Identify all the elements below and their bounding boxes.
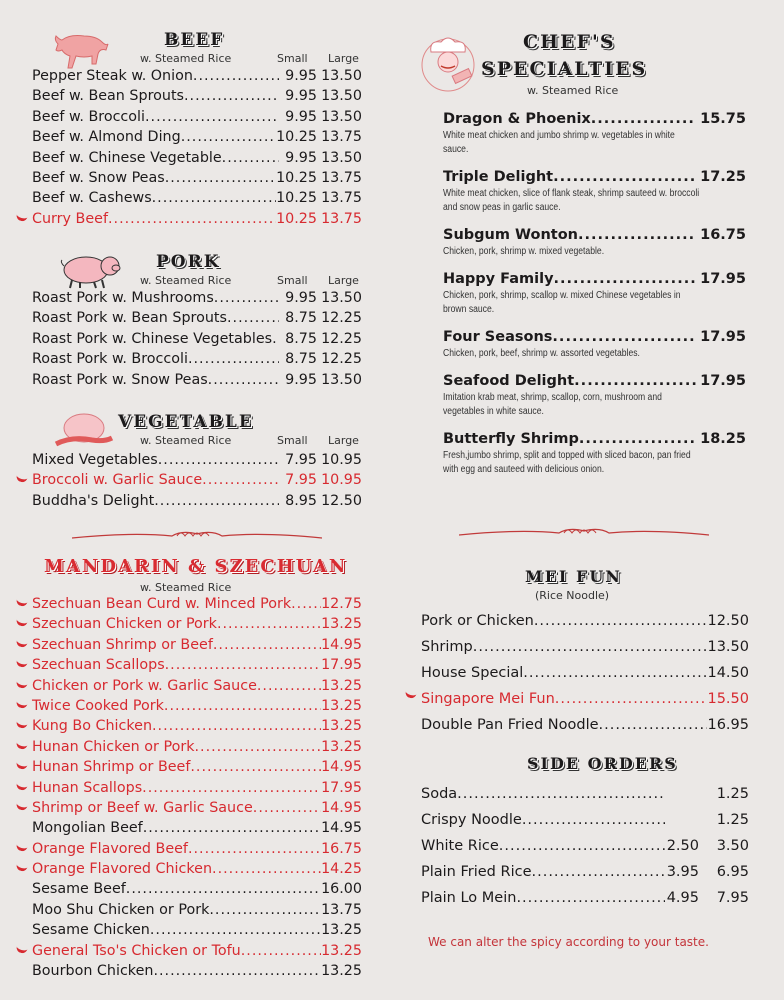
menu-item xyxy=(32,879,362,899)
chefs-title-line2: SPECIALTIES xyxy=(481,58,648,80)
menu-item xyxy=(421,833,749,859)
item-price-small: 10.25 xyxy=(276,169,317,186)
leader-dots xyxy=(552,327,696,347)
menu-item-row xyxy=(443,167,746,187)
leader-dots xyxy=(152,716,321,736)
item-price-small: 8.95 xyxy=(285,492,317,509)
item-description: Chicken, pork, shrimp w. mixed vegetable. xyxy=(443,246,605,257)
menu-item xyxy=(32,288,362,308)
leader-dots xyxy=(457,781,665,807)
mandarin-subtitle: w. Steamed Rice xyxy=(140,581,232,594)
item-price-large: 13.50 xyxy=(321,290,362,306)
mei-fun-list xyxy=(421,608,749,738)
item-name: Beef w. Almond Ding xyxy=(32,129,181,146)
menu-item xyxy=(32,778,362,798)
menu-item-row xyxy=(443,109,746,129)
hot-pepper-icon xyxy=(15,701,27,710)
item-price-large: 13.75 xyxy=(321,129,362,146)
menu-item xyxy=(32,491,362,511)
beef-col-large: Large xyxy=(328,52,359,65)
item-name: Roast Pork w. Snow Peas xyxy=(32,371,208,388)
item-price-large: 13.75 xyxy=(321,169,362,186)
menu-item-row xyxy=(443,371,746,391)
beef-title: BEEF xyxy=(164,30,225,50)
leader-dots xyxy=(222,148,279,168)
item-name: Twice Cooked Pork xyxy=(32,697,164,714)
leader-dots xyxy=(241,941,321,961)
menu-item xyxy=(32,798,362,818)
leader-dots xyxy=(150,920,321,940)
menu-item xyxy=(421,807,749,833)
leader-dots xyxy=(473,634,708,660)
flourish-divider xyxy=(72,528,322,544)
leader-dots xyxy=(202,470,279,490)
item-name: Shrimp or Beef w. Garlic Sauce xyxy=(32,799,253,816)
item-name: Singapore Mei Fun xyxy=(421,691,555,707)
menu-item xyxy=(32,676,362,696)
menu-item-row xyxy=(443,429,746,449)
leader-dots xyxy=(164,696,321,716)
menu-item xyxy=(32,470,362,490)
item-name: Beef w. Snow Peas xyxy=(32,169,165,186)
item-price-large: 6.95 xyxy=(716,864,749,880)
menu-item-row xyxy=(443,225,746,245)
menu-item xyxy=(421,660,749,686)
leader-dots xyxy=(188,839,321,859)
leader-dots xyxy=(153,961,321,981)
pork-col-large: Large xyxy=(328,274,359,287)
leader-dots xyxy=(126,879,321,899)
menu-item xyxy=(32,757,362,777)
item-description: Chicken, pork, shrimp, scallop w. mixed Chinese vegetables in brown sauce. xyxy=(443,290,681,315)
item-price-large: 13.50 xyxy=(321,68,362,84)
leader-dots xyxy=(214,288,279,308)
leader-dots xyxy=(523,660,707,686)
pork-subtitle: w. Steamed Rice xyxy=(140,274,232,287)
item-name: Double Pan Fried Noodle xyxy=(421,717,599,733)
item-price-large: 12.25 xyxy=(321,351,362,368)
pork-section xyxy=(32,250,362,390)
item-price-large: 1.25 xyxy=(716,786,749,802)
leader-dots xyxy=(142,778,321,798)
leader-dots xyxy=(227,308,279,328)
item-price: 14.95 xyxy=(321,759,362,776)
flourish-divider-right xyxy=(459,525,709,541)
item-price: 13.25 xyxy=(321,738,362,755)
menu-item xyxy=(32,635,362,655)
item-price: 14.25 xyxy=(321,861,362,878)
item-price-small: 2.50 xyxy=(666,838,699,854)
item-name: Szechuan Scallops xyxy=(32,657,165,674)
hot-pepper-icon xyxy=(15,639,27,648)
leader-dots xyxy=(181,127,276,147)
item-price: 17.95 xyxy=(700,373,746,389)
hot-pepper-icon xyxy=(15,680,27,689)
item-price: 17.25 xyxy=(700,169,746,185)
item-name: Beef w. Cashews xyxy=(32,190,152,207)
menu-item xyxy=(32,941,362,961)
leader-dots xyxy=(154,491,279,511)
item-name: Pork or Chicken xyxy=(421,613,534,629)
item-price-large: 1.25 xyxy=(716,812,749,828)
item-name: Happy Family xyxy=(443,271,554,287)
leader-dots xyxy=(574,371,696,391)
item-name: Beef w. Chinese Vegetable xyxy=(32,149,222,166)
item-price-small: 3.95 xyxy=(666,864,699,880)
menu-item xyxy=(32,594,362,614)
item-price: 14.95 xyxy=(321,820,362,837)
menu-item xyxy=(421,859,749,885)
leader-dots xyxy=(165,655,321,675)
item-name: Beef w. Broccoli xyxy=(32,108,145,125)
beef-section xyxy=(32,28,362,229)
item-price-small: 10.25 xyxy=(276,129,317,146)
menu-item xyxy=(32,370,362,390)
item-price-small: 9.95 xyxy=(285,371,317,388)
item-price: 18.25 xyxy=(700,431,746,447)
item-name: Four Seasons xyxy=(443,329,553,345)
item-price-small: 4.95 xyxy=(666,890,699,906)
mandarin-section xyxy=(32,556,362,981)
item-price: 13.25 xyxy=(321,922,362,939)
menu-item xyxy=(32,818,362,838)
menu-item xyxy=(32,716,362,736)
beef-col-small: Small xyxy=(277,52,308,65)
menu-item xyxy=(443,429,746,477)
item-price: 12.50 xyxy=(707,613,749,629)
leader-dots xyxy=(108,209,276,229)
item-name: Subgum Wonton xyxy=(443,227,578,243)
vegetable-subtitle: w. Steamed Rice xyxy=(140,434,232,447)
item-price: 16.95 xyxy=(707,717,749,733)
item-description: White meat chicken and jumbo shrimp w. vegetables in white sauce. xyxy=(443,130,675,155)
beef-list xyxy=(32,66,362,229)
menu-item xyxy=(32,839,362,859)
item-description: Fresh,jumbo shrimp, split and topped with sliced bacon, pan fried with egg and sauteed with delicious onion. xyxy=(443,450,691,475)
item-description: Chicken, pork, beef, shrimp w. assorted vegetables. xyxy=(443,348,640,359)
menu-item xyxy=(421,608,749,634)
hot-pepper-icon xyxy=(15,782,27,791)
item-name: Orange Flavored Beef xyxy=(32,840,188,857)
item-price: 13.75 xyxy=(321,901,362,918)
mei-fun-title: MEI FUN xyxy=(525,567,622,586)
menu-item xyxy=(32,209,362,229)
item-name: Bourbon Chicken xyxy=(32,963,154,980)
item-name: Pepper Steak w. Onion xyxy=(32,68,193,84)
leader-dots xyxy=(522,807,665,833)
item-name: Szechuan Bean Curd w. Minced Pork xyxy=(32,596,292,612)
menu-item xyxy=(32,737,362,757)
item-price: 16.75 xyxy=(321,840,362,857)
hot-pepper-icon xyxy=(15,599,27,608)
item-name: Hunan Chicken or Pork xyxy=(32,738,195,755)
chefs-subtitle: w. Steamed Rice xyxy=(527,84,619,97)
leader-dots xyxy=(516,885,665,911)
item-name: Sesame Beef xyxy=(32,881,126,898)
menu-item xyxy=(32,655,362,675)
leader-dots xyxy=(145,107,279,127)
item-price-small: 10.25 xyxy=(276,210,317,227)
item-price-large: 13.75 xyxy=(321,210,362,227)
side-orders-title: SIDE ORDERS xyxy=(527,754,678,773)
item-name: Kung Bo Chicken xyxy=(32,718,153,735)
item-name: Shrimp xyxy=(421,639,473,655)
menu-item xyxy=(32,168,362,188)
item-name: Roast Pork w. Bean Sprouts xyxy=(32,310,227,327)
item-name: Butterfly Shrimp xyxy=(443,431,579,447)
leader-dots xyxy=(272,329,279,349)
item-price-small: 9.95 xyxy=(285,290,317,306)
pork-col-small: Small xyxy=(277,274,308,287)
hot-pepper-icon xyxy=(15,803,27,812)
menu-item xyxy=(32,696,362,716)
item-name: White Rice xyxy=(421,838,499,854)
hot-pepper-icon xyxy=(15,619,27,628)
leader-dots xyxy=(555,686,708,712)
mei-fun-subtitle: (Rice Noodle) xyxy=(535,589,610,602)
vegetable-col-large: Large xyxy=(328,434,359,447)
item-name: Triple Delight xyxy=(443,169,554,185)
item-price-small: 10.25 xyxy=(276,190,317,207)
item-name: Dragon & Phoenix xyxy=(443,111,591,127)
leader-dots xyxy=(188,349,279,369)
leader-dots xyxy=(532,859,666,885)
pork-list xyxy=(32,288,362,390)
menu-item xyxy=(32,188,362,208)
item-price-large: 7.95 xyxy=(716,890,749,906)
item-price: 16.00 xyxy=(321,881,362,898)
menu-item xyxy=(32,148,362,168)
menu-item xyxy=(32,349,362,369)
hot-pepper-icon xyxy=(15,475,27,484)
menu-item xyxy=(421,885,749,911)
menu-item xyxy=(32,900,362,920)
leader-dots xyxy=(158,450,279,470)
vegetable-col-small: Small xyxy=(277,434,308,447)
menu-item xyxy=(443,225,746,259)
item-description: Imitation krab meat, shrimp, scallop, corn, mushroom and vegetables in white sauce. xyxy=(443,392,662,417)
leader-dots xyxy=(553,167,696,187)
item-name: Curry Beef xyxy=(32,210,108,227)
side-orders-list xyxy=(421,781,749,911)
item-name: Chicken or Pork w. Garlic Sauce xyxy=(32,677,257,694)
item-name: Mongolian Beef xyxy=(32,820,143,837)
footer-note: We can alter the spicy according to your taste. xyxy=(428,935,709,949)
item-name: Mixed Vegetables xyxy=(32,452,158,468)
item-name: Orange Flavored Chicken xyxy=(32,861,213,878)
item-name: Roast Pork w. Mushrooms xyxy=(32,290,214,306)
leader-dots xyxy=(209,900,321,920)
leader-dots xyxy=(152,188,276,208)
hot-pepper-icon xyxy=(15,864,27,873)
item-name: Buddha's Delight xyxy=(32,492,155,509)
menu-item xyxy=(421,686,749,712)
menu-item xyxy=(32,66,362,86)
menu-item-row xyxy=(443,327,746,347)
item-price-large: 10.95 xyxy=(321,472,362,489)
hot-pepper-icon xyxy=(15,660,27,669)
leader-dots xyxy=(578,225,696,245)
item-price-large: 13.50 xyxy=(321,149,362,166)
item-price: 14.95 xyxy=(321,799,362,816)
vegetable-list xyxy=(32,450,362,511)
leader-dots xyxy=(208,370,279,390)
item-price-small: 9.95 xyxy=(285,149,317,166)
item-price: 17.95 xyxy=(700,329,746,345)
item-price: 13.25 xyxy=(321,697,362,714)
beef-subtitle: w. Steamed Rice xyxy=(140,52,232,65)
item-price-small: 9.95 xyxy=(285,68,317,84)
item-name: Roast Pork w. Chinese Vegetables xyxy=(32,330,273,347)
item-description: White meat chicken, slice of flank steak, shrimp sauteed w. broccoli and snow peas in garlic sauce. xyxy=(443,188,700,213)
item-name: Szechuan Shrimp or Beef xyxy=(32,636,213,653)
item-price: 13.25 xyxy=(321,718,362,735)
item-price-large: 3.50 xyxy=(716,838,749,854)
item-price: 15.50 xyxy=(707,691,749,707)
chefs-title-line1: CHEF'S xyxy=(523,31,616,53)
item-price: 17.95 xyxy=(700,271,746,287)
item-name: Soda xyxy=(421,786,458,802)
item-name: Seafood Delight xyxy=(443,373,575,389)
leader-dots xyxy=(499,833,665,859)
menu-item xyxy=(32,308,362,328)
item-price: 15.75 xyxy=(700,111,746,127)
menu-item xyxy=(32,86,362,106)
mandarin-title: MANDARIN & SZECHUAN xyxy=(44,556,348,577)
mandarin-list xyxy=(32,594,362,981)
vegetable-title: VEGETABLE xyxy=(118,412,254,432)
leader-dots xyxy=(190,757,321,777)
hot-pepper-icon xyxy=(15,741,27,750)
leader-dots xyxy=(599,712,708,738)
item-price: 17.95 xyxy=(321,779,362,796)
menu-item xyxy=(443,371,746,419)
item-price: 14.50 xyxy=(707,665,749,681)
item-price-small: 7.95 xyxy=(285,472,317,489)
item-name: General Tso's Chicken or Tofu xyxy=(32,942,241,959)
menu-item-row xyxy=(443,269,746,289)
leader-dots xyxy=(579,429,696,449)
item-price: 16.75 xyxy=(700,227,746,243)
item-name: Roast Pork w. Broccoli xyxy=(32,351,188,368)
menu-item xyxy=(421,712,749,738)
leader-dots xyxy=(212,859,321,879)
leader-dots xyxy=(143,818,321,838)
item-name: Hunan Scallops xyxy=(32,779,143,796)
item-name: Beef w. Bean Sprouts xyxy=(32,88,184,105)
item-price-large: 13.50 xyxy=(321,108,362,125)
menu-item xyxy=(32,107,362,127)
hot-pepper-icon xyxy=(15,945,27,954)
leader-dots xyxy=(165,168,276,188)
leader-dots xyxy=(184,86,279,106)
leader-dots xyxy=(253,798,321,818)
item-name: Sesame Chicken xyxy=(32,922,150,939)
leader-dots xyxy=(534,608,708,634)
item-price-large: 12.25 xyxy=(321,330,362,347)
item-price-small: 8.75 xyxy=(285,330,317,347)
item-price-large: 10.95 xyxy=(321,452,362,468)
item-name: House Special xyxy=(421,665,524,681)
menu-item xyxy=(443,269,746,317)
leader-dots xyxy=(193,66,279,86)
item-price: 12.75 xyxy=(321,596,362,612)
item-price-large: 13.50 xyxy=(321,371,362,388)
item-name: Crispy Noodle xyxy=(421,812,522,828)
menu-item xyxy=(32,329,362,349)
item-price: 14.95 xyxy=(321,636,362,653)
item-name: Moo Shu Chicken or Pork xyxy=(32,901,210,918)
item-price-small: 9.95 xyxy=(285,108,317,125)
item-price: 13.25 xyxy=(321,616,362,633)
leader-dots xyxy=(194,737,321,757)
menu-item xyxy=(421,634,749,660)
menu-item xyxy=(32,127,362,147)
item-price: 17.95 xyxy=(321,657,362,674)
hot-pepper-icon xyxy=(404,691,416,700)
menu-item xyxy=(32,614,362,634)
menu-item xyxy=(32,920,362,940)
item-name: Szechuan Chicken or Pork xyxy=(32,616,217,633)
menu-item xyxy=(421,781,749,807)
hot-pepper-icon xyxy=(15,213,27,222)
menu-item xyxy=(443,167,746,215)
item-price-large: 13.50 xyxy=(321,88,362,105)
item-price-large: 12.50 xyxy=(321,492,362,509)
hot-pepper-icon xyxy=(15,762,27,771)
hot-pepper-icon xyxy=(15,843,27,852)
item-price-small: 8.75 xyxy=(285,351,317,368)
menu-item xyxy=(32,450,362,470)
item-price: 13.25 xyxy=(321,677,362,694)
leader-dots xyxy=(257,676,321,696)
item-name: Plain Fried Rice xyxy=(421,864,532,880)
item-price-large: 13.75 xyxy=(321,190,362,207)
leader-dots xyxy=(217,614,321,634)
item-name: Broccoli w. Garlic Sauce xyxy=(32,472,203,489)
pork-title: PORK xyxy=(156,252,221,272)
vegetable-section xyxy=(32,410,362,511)
menu-item xyxy=(443,109,746,157)
item-price-large: 12.25 xyxy=(321,310,362,327)
item-name: Plain Lo Mein xyxy=(421,890,517,906)
item-price: 13.25 xyxy=(321,942,362,959)
item-price: 13.50 xyxy=(707,639,749,655)
chefs-list xyxy=(443,109,746,487)
leader-dots xyxy=(213,635,321,655)
item-name: Hunan Shrimp or Beef xyxy=(32,759,191,776)
menu-item xyxy=(32,859,362,879)
menu-item xyxy=(32,961,362,981)
item-price-small: 7.95 xyxy=(285,452,317,468)
leader-dots xyxy=(291,594,321,614)
chef-icon xyxy=(419,34,477,96)
hot-pepper-icon xyxy=(15,721,27,730)
item-price-small: 9.95 xyxy=(285,88,317,105)
item-price-small: 8.75 xyxy=(285,310,317,327)
leader-dots xyxy=(554,269,697,289)
menu-item xyxy=(443,327,746,361)
leader-dots xyxy=(591,109,696,129)
item-price: 13.25 xyxy=(321,963,362,980)
